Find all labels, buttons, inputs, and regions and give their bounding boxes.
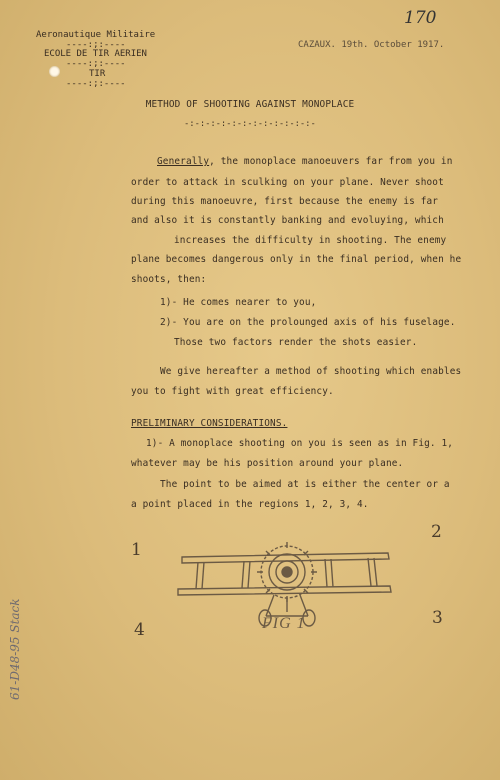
intro-line-2: order to attack in sculking on your plane. Never shoot	[131, 177, 444, 188]
region-label-1: 1	[131, 540, 142, 560]
page-number: 170	[404, 8, 437, 28]
intro-lead-word: Generally	[157, 156, 210, 167]
figure-caption: FIG 1	[262, 615, 306, 632]
section-heading: PRELIMINARY CONSIDERATIONS.	[131, 418, 288, 429]
region-label-2: 2	[431, 522, 442, 542]
prelim-line-1: 1)- A monoplace shooting on you is seen as in Fig. 1,	[146, 438, 454, 449]
conditions-note: Those two factors render the shots easier.	[174, 337, 418, 348]
org-line-1: Aeronautique Militaire	[36, 30, 156, 40]
prelim-line-2: whatever may be his position around your plane.	[131, 458, 404, 469]
org-separator-2: ----:;:----	[66, 59, 126, 69]
prelim-line-4: a point placed in the regions 1, 2, 3, 4.	[131, 499, 369, 510]
intro-line-1-rest: , the monoplace manoeuvers far from you in	[209, 156, 453, 167]
org-separator-1: ----:;:----	[66, 40, 126, 50]
place-date: CAZAUX. 19th. October 1917.	[298, 40, 445, 50]
margin-handwritten-note: 61-D48-95 Stack	[8, 598, 22, 700]
title-rule: -:-:-:-:-:-:-:-:-:-:-:-:-	[184, 119, 316, 129]
intro-line-4: and also it is constantly banking and evoluying, which	[131, 215, 444, 226]
document-title: METHOD OF SHOOTING AGAINST MONOPLACE	[145, 99, 355, 110]
intro-line-7: shoots, then:	[131, 274, 207, 285]
region-label-4: 4	[134, 620, 145, 640]
condition-2: 2)- You are on the prolounged axis of his fuselage.	[160, 317, 456, 328]
punch-hole	[49, 66, 60, 77]
region-label-3: 3	[432, 608, 443, 628]
method-line-1: We give hereafter a method of shooting which enables	[160, 366, 462, 377]
intro-line-1	[157, 156, 453, 167]
prelim-line-3: The point to be aimed at is either the center or a	[160, 479, 450, 490]
condition-1: 1)- He comes nearer to you,	[160, 297, 317, 308]
intro-line-3: during this manoeuvre, first because the enemy is far	[131, 196, 439, 207]
org-line-2: ECOLE DE TIR AERIEN	[44, 49, 147, 59]
org-separator-3: ----:;:----	[66, 79, 126, 89]
intro-line-6: plane becomes dangerous only in the final period, when he	[131, 254, 462, 265]
method-line-2: you to fight with great efficiency.	[131, 386, 334, 397]
intro-line-5: increases the difficulty in shooting. The enemy	[174, 235, 447, 246]
org-line-3: TIR	[89, 69, 106, 79]
